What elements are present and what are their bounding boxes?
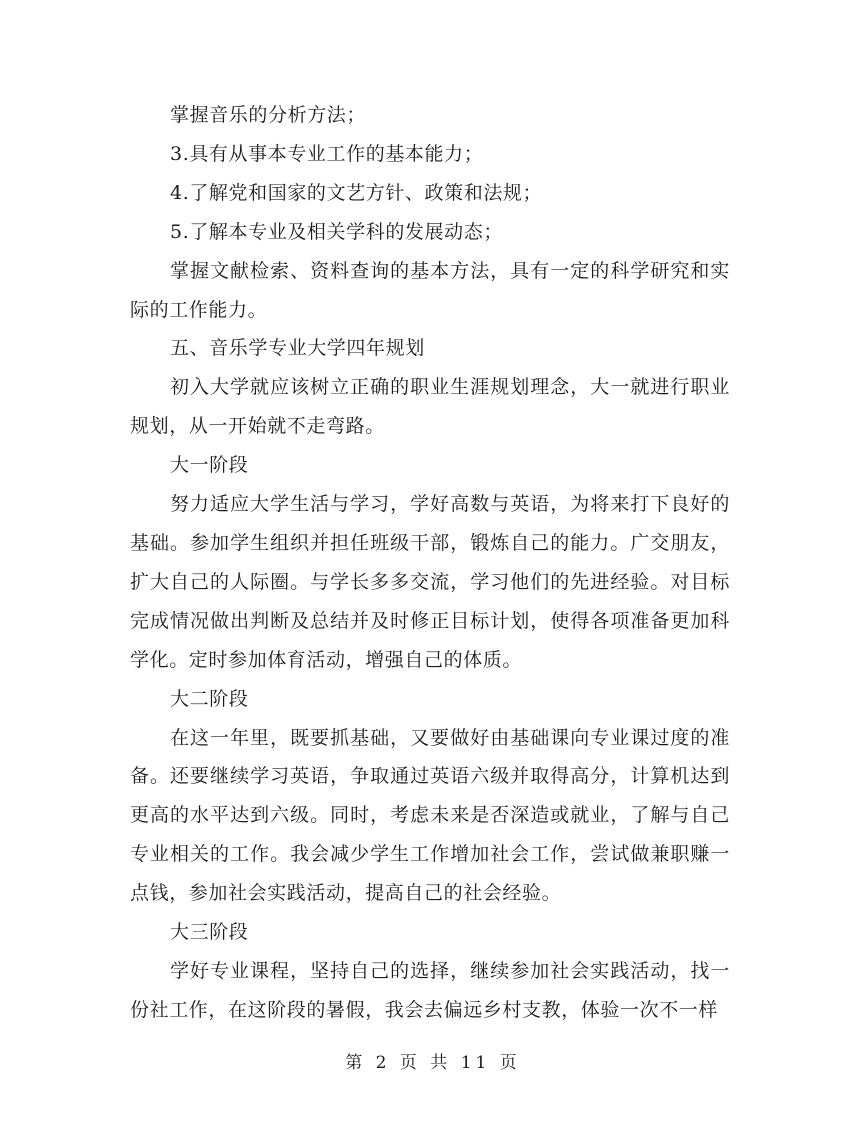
paragraph: 在这一年里，既要抓基础，又要做好由基础课向专业课过度的准备。还要继续学习英语，争取通过英语六级并取得高分，计算机达到更高的水平达到六级。同时，考虑未来是否深造或就业，了解与自己专业相关的工作。我会减少学生工作增加社会工作，尝试做兼职赚一点钱，参加社会实践活动，提高自己的社会经验。 (130, 726, 730, 905)
document-body (130, 96, 730, 1030)
paragraph: 掌握文献检索、资料查询的基本方法，具有一定的科学研究和实际的工作能力。 (130, 259, 730, 321)
list-item: 4.了解党和国家的文艺方针、政策和法规； (170, 181, 543, 204)
paragraph: 努力适应大学生活与学习，学好高数与英语，为将来打下良好的基础。参加学生组织并担任班级干部，锻炼自己的能力。广交朋友，扩大自己的人际圈。与学长多多交流，学习他们的先进经验。对目标完成情况做出判断及总结并及时修正目标计划，使得各项准备更加科学化。定时参加体育活动，增强自己的体质。 (130, 493, 730, 671)
paragraph: 掌握音乐的分析方法； (170, 104, 367, 126)
list-item: 5.了解本专业及相关学科的发展动态； (170, 220, 503, 243)
section-heading: 五、音乐学专业大学四年规划 (170, 337, 425, 360)
list-item: 3.具有从事本专业工作的基本能力； (170, 142, 484, 165)
page-number-footer: 第 2 页 共 11 页 (345, 1053, 521, 1073)
paragraph: 学好专业课程，坚持自己的选择，继续参加社会实践活动，找一份社工作，在这阶段的暑假，我会去偏远乡村支教，体验一次不一样 (130, 959, 730, 1021)
subsection-heading: 大三阶段 (170, 921, 249, 944)
subsection-heading: 大二阶段 (170, 687, 249, 710)
subsection-heading: 大一阶段 (170, 454, 249, 477)
paragraph: 初入大学就应该树立正确的职业生涯规划理念，大一就进行职业规划，从一开始就不走弯路。 (130, 376, 730, 438)
